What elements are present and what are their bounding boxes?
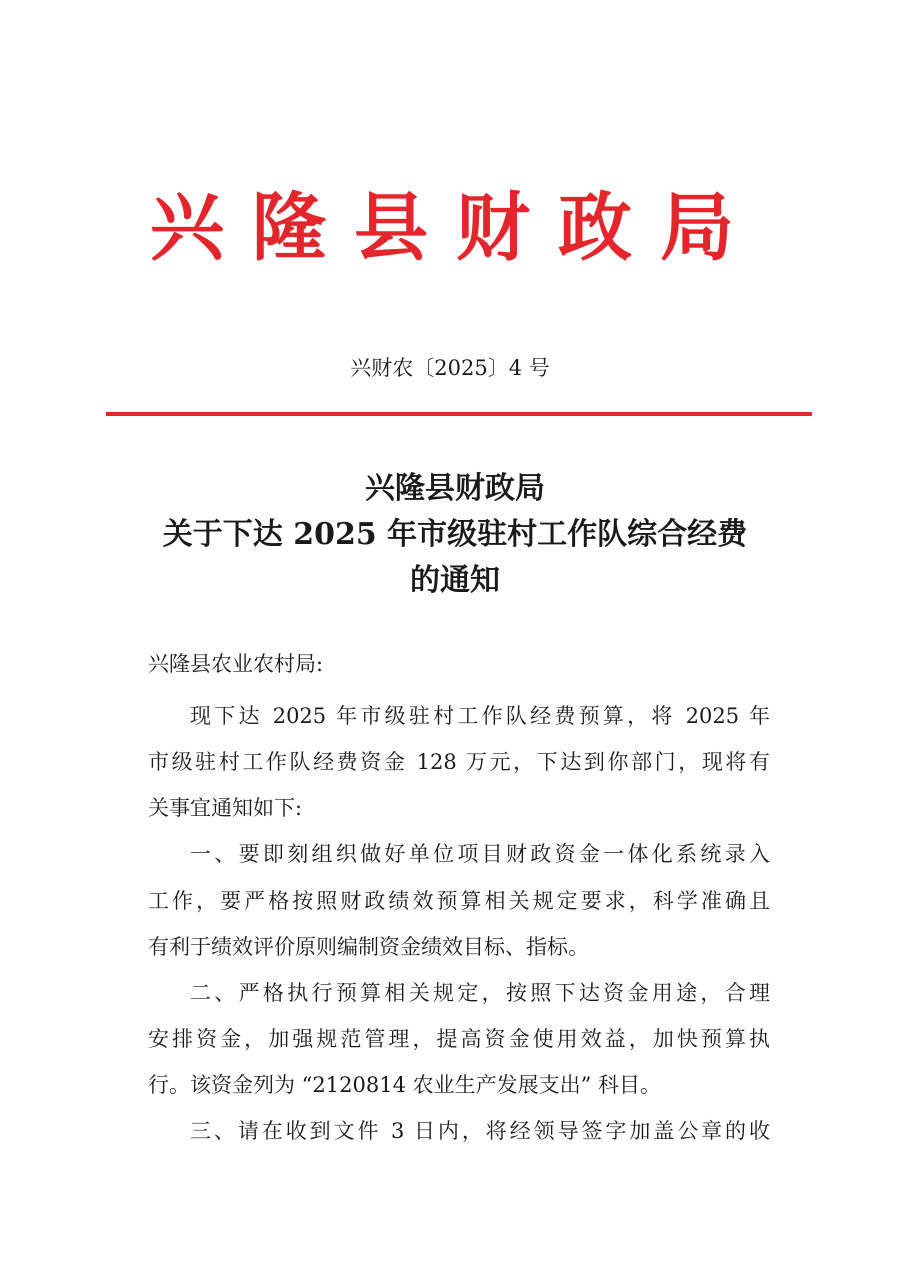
- body-line: 安排资金，加强规范管理，提高资金使用效益，加快预算执: [148, 1027, 770, 1051]
- title-line-1: 兴隆县财政局: [365, 471, 545, 506]
- body-line: 市级驻村工作队经费资金 128 万元，下达到你部门，现将有: [148, 750, 770, 774]
- body-line: 二、严格执行预算相关规定，按照下达资金用途，合理: [190, 981, 770, 1005]
- body-line: 一、要即刻组织做好单位项目财政资金一体化系统录入: [190, 842, 770, 866]
- red-divider-line: [106, 412, 812, 416]
- body-line: 工作，要严格按照财政绩效预算相关规定要求，科学准确且: [148, 889, 770, 913]
- masthead-title: 兴隆县财政局: [150, 185, 762, 271]
- body-line: 三、请在收到文件 3 日内，将经领导签字加盖公章的收: [190, 1119, 770, 1143]
- addressee: 兴隆县农业农村局:: [148, 652, 324, 676]
- title-line-2: 关于下达 2025 年市级驻村工作队综合经费: [162, 517, 748, 552]
- body-line: 现下达 2025 年市级驻村工作队经费预算，将 2025 年: [190, 704, 770, 728]
- body-line: 关事宜通知如下:: [148, 796, 303, 820]
- document-number: 兴财农〔2025〕4 号: [350, 356, 550, 380]
- body-line: 有利于绩效评价原则编制资金绩效目标、指标。: [148, 935, 589, 959]
- title-line-3: 的通知: [410, 563, 500, 598]
- body-line: 行。该资金列为 “2120814 农业生产发展支出” 科目。: [148, 1073, 662, 1097]
- document-title: [100, 466, 810, 604]
